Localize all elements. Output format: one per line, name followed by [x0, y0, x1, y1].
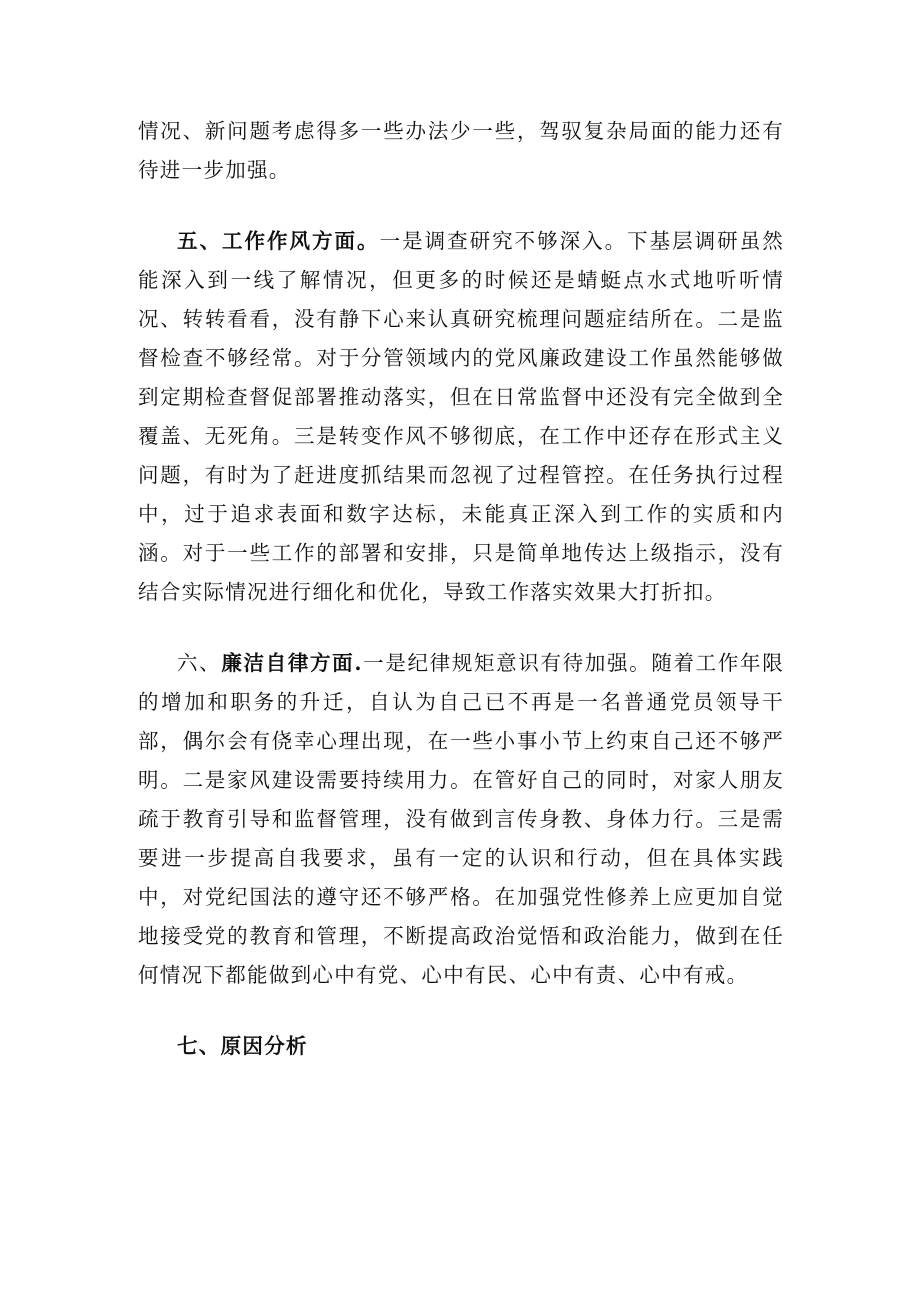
paragraph-text: 情况、新问题考虑得多一些办法少一些，驾驭复杂局面的能力还有待进一步加强。: [138, 119, 784, 182]
paragraph-integrity: [138, 644, 784, 995]
section-heading: 七、原因分析: [177, 1034, 308, 1058]
document-page: [138, 112, 784, 1066]
paragraph-gap: [138, 190, 784, 222]
section-number: 六、: [177, 651, 222, 675]
paragraph-gap: [138, 612, 784, 644]
section-heading: 五、工作作风方面。: [177, 229, 380, 253]
paragraph-text: 一是调查研究不够深入。下基层调研虽然能深入到一线了解情况，但更多的时候还是蜻蜓点水式地听听情况、转转看看，没有静下心来认真研究梳理问题症结所在。二是监督检查不够经常。对于分管领域内的党风廉政建设工作虽然能够做到定期检查督促部署推动落实，但在日常监督中还没有完全做到全覆盖、无死角。三是转变作风不够彻底，在工作中还存在形式主义问题，有时为了赶进度抓结果而忽视了过程管控。在任务执行过程中，过于追求表面和数字达标，未能真正深入到工作的实质和内涵。对于一些工作的部署和安排，只是简单地传达上级指示，没有结合实际情况进行细化和优化，导致工作落实效果大打折扣。: [138, 229, 785, 604]
paragraph-cause-analysis: [138, 1027, 784, 1066]
paragraph-text: 一是纪律规矩意识有待加强。随着工作年限的增加和职务的升迁，自认为自己已不再是一名普通党员领导干部，偶尔会有侥幸心理出现，在一些小事小节上约束自己还不够严明。二是家风建设需要持续用力。在管好自己的同时，对家人朋友疏于教育引导和监督管理，没有做到言传身教、身体力行。三是需要进一步提高自我要求，虽有一定的认识和行动，但在具体实践中，对党纪国法的遵守还不够严格。在加强党性修养上应更加自觉地接受党的教育和管理，不断提高政治觉悟和政治能力，做到在任何情况下都能做到心中有党、心中有民、心中有责、心中有戒。: [138, 651, 784, 987]
section-heading: 廉洁自律方面.: [221, 651, 363, 675]
paragraph-continuation: [138, 112, 784, 190]
paragraph-gap: [138, 995, 784, 1027]
paragraph-work-style: [138, 222, 784, 612]
